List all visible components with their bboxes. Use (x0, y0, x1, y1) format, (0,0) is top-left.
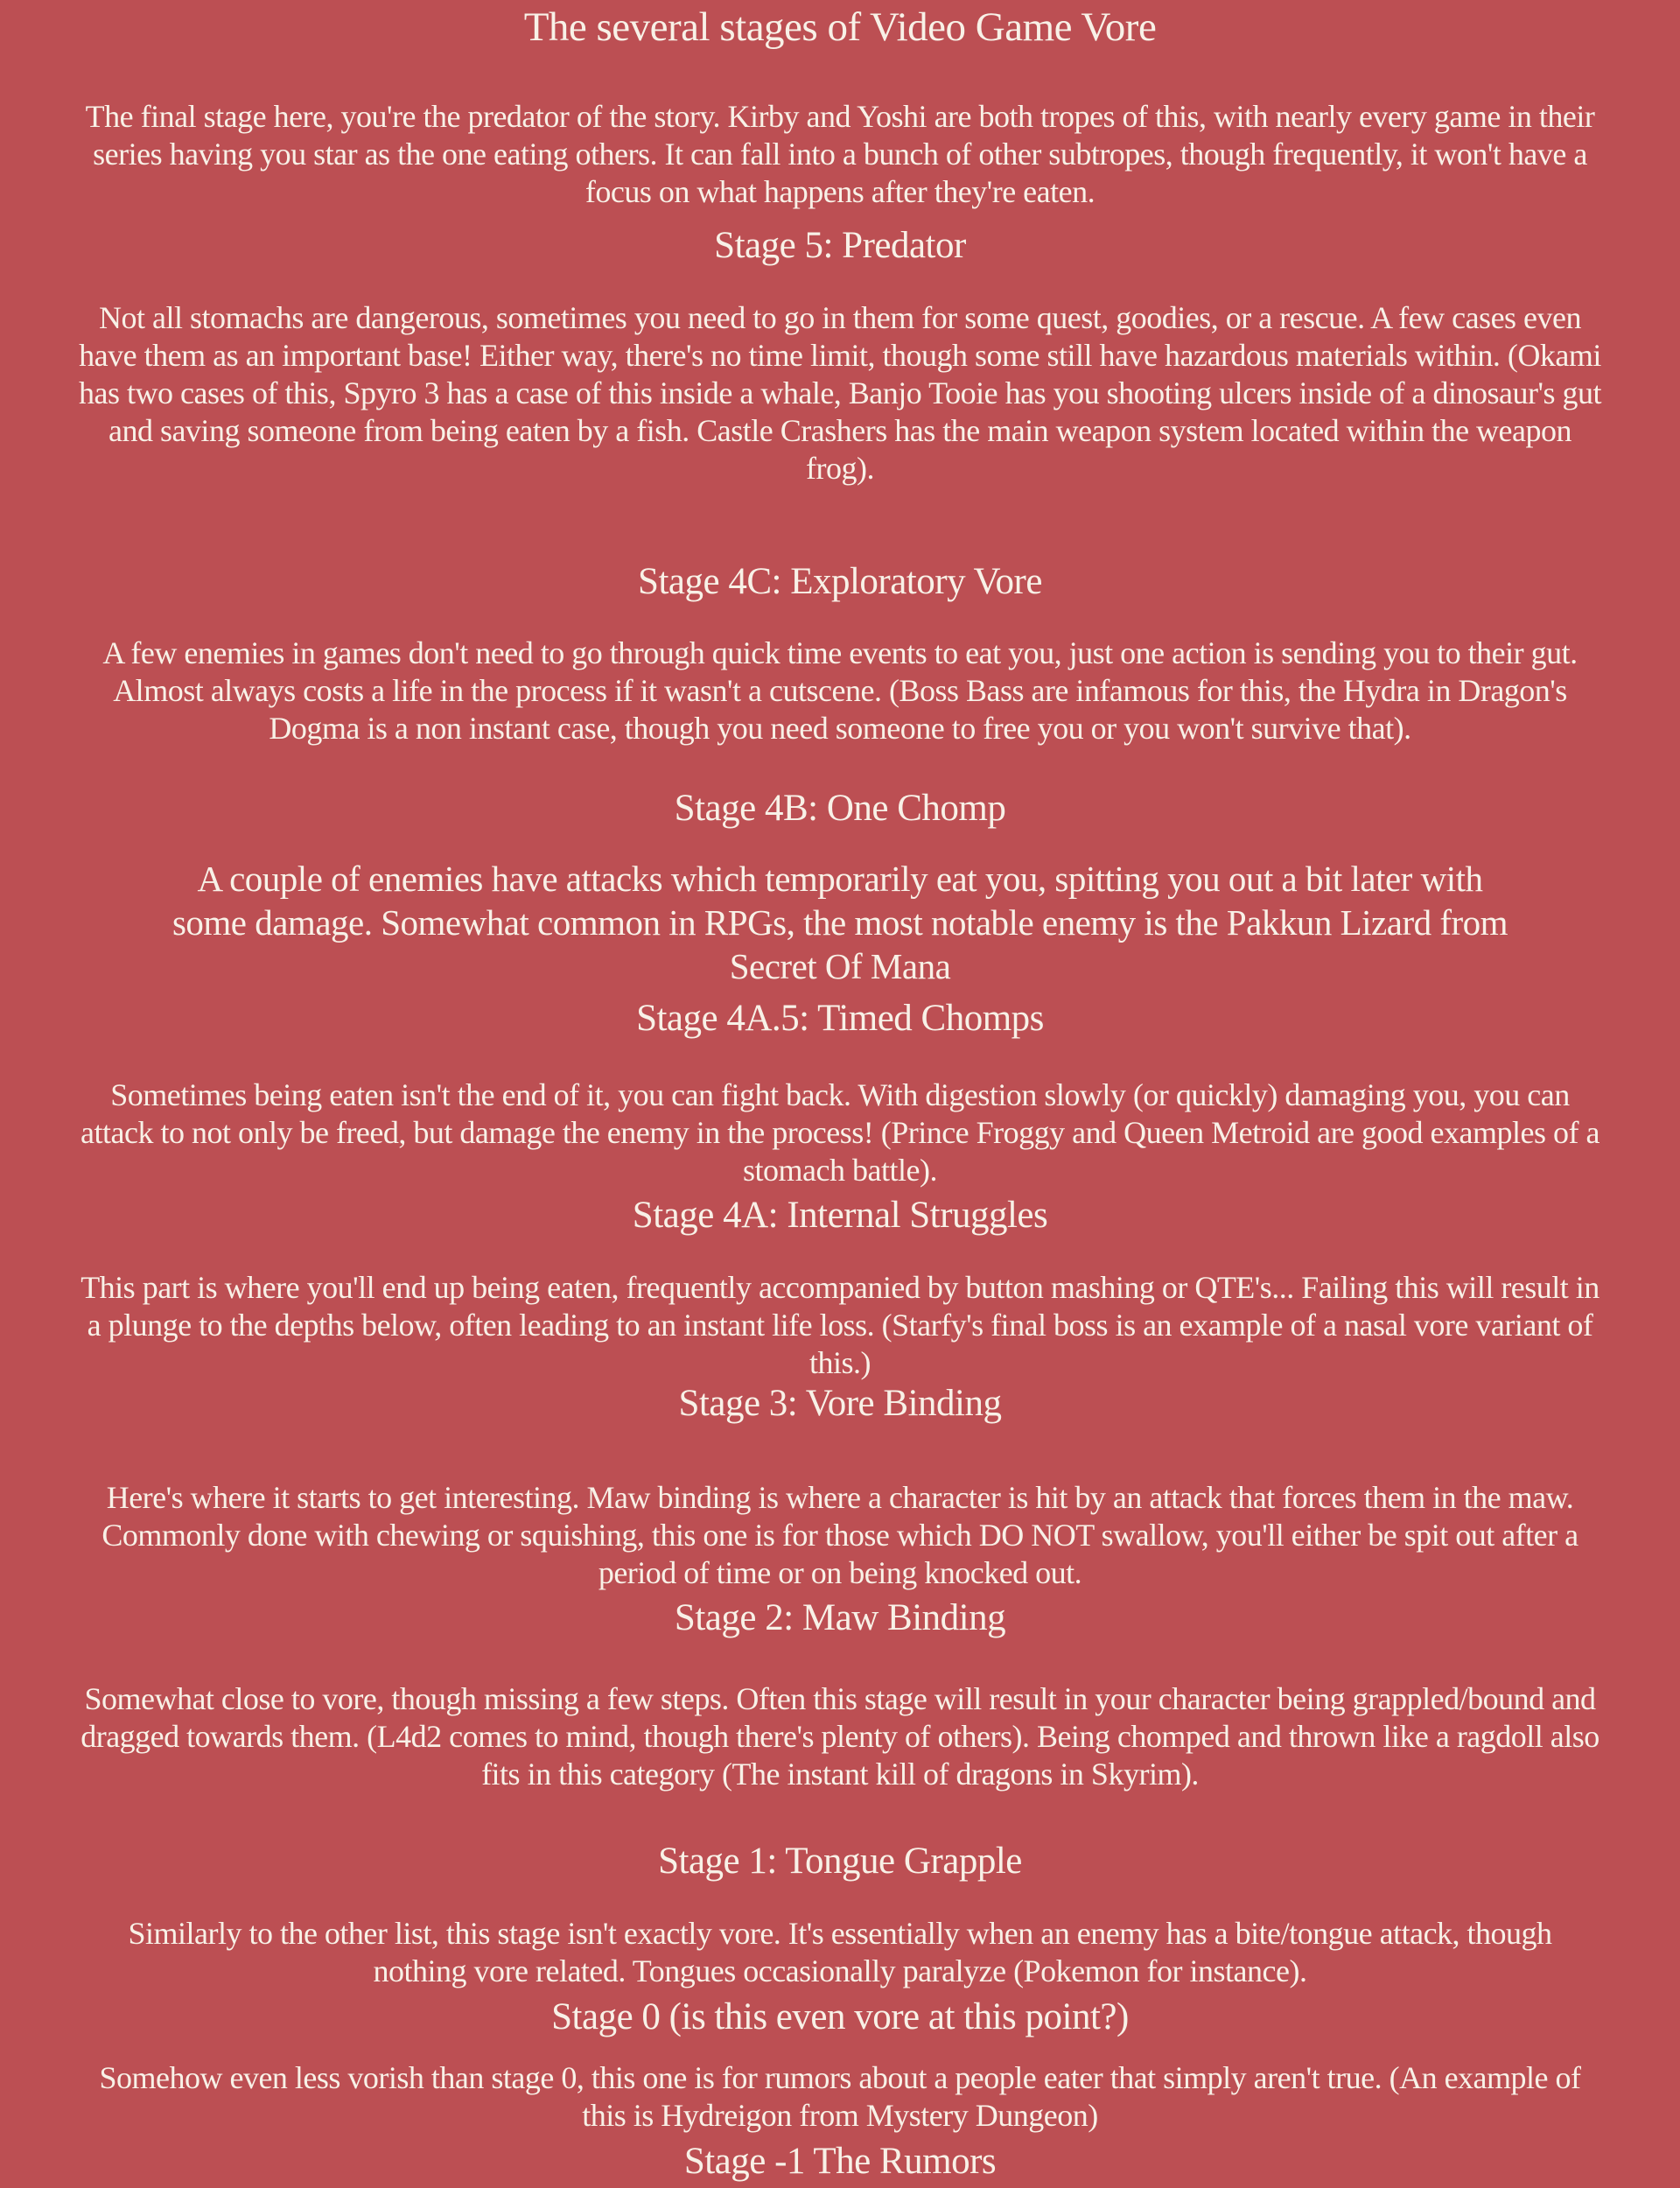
stage-4c-paragraph: Not all stomachs are dangerous, sometimes you need to go in them for some quest, goodies, or a rescue. A few cases even have them as an important base! Either way, there's no time limit, though some still have hazardous materials within. (Okami has two cases of this, Spyro 3 has a case of this inside a whale, Banjo Tooie has you shooting ulcers inside of a dinosaur's gut and saving someone from being eaten by a fish. Castle Crashers has the main weapon system located within the weapon frog). (79, 300, 1601, 486)
stage-4b-heading: Stage 4B: One Chomp (674, 788, 1006, 829)
stage-2-paragraph: Here's where it starts to get interesting. Maw binding is where a character is hit by an attack that forces them in the maw. Commonly done with chewing or squishing, this one is for those which DO NOT swallow, you'll either be spit out after a period of time or on being knocked out. (102, 1480, 1578, 1590)
stage-4a5-heading: Stage 4A.5: Timed Chomps (636, 998, 1044, 1039)
stage-neg-1-paragraph: Somehow even less vorish than stage 0, this one is for rumors about a people eater that simply aren't true. (An example of this is Hydreigon from Mystery Dungeon) (99, 2060, 1581, 2133)
stage-3-heading: Stage 3: Vore Binding (678, 1383, 1002, 1424)
stage-neg-1-heading: Stage -1 The Rumors (683, 2141, 997, 2182)
stage-4a-heading: Stage 4A: Internal Struggles (632, 1195, 1048, 1236)
stage-4a-paragraph: Sometimes being eaten isn't the end of it, you can fight back. With digestion slowly (or quickly) damaging you, you can attack to not only be freed, but damage the enemy in the process! (Prince Froggy and Queen Metroid are good examples of a stomach battle). (80, 1077, 1600, 1188)
stage-4c-heading: Stage 4C: Exploratory Vore (638, 561, 1042, 602)
stage-0-heading: Stage 0 (is this even vore at this point?) (551, 1996, 1129, 2037)
stage-4b-paragraph: A few enemies in games don't need to go through quick time events to eat you, just one action is sending you to their gut. Almost always costs a life in the process if it wasn't a cutscene. (Boss Bass are infamous for this, the Hydra in Dragon's Dogma is a non instant case, though you need someone to free you or you won't survive that). (102, 635, 1578, 746)
stage-5-heading: Stage 5: Predator (714, 225, 966, 266)
stage-1-paragraph: Somewhat close to vore, though missing a few steps. Often this stage will result in your character being grappled/bound and dragged towards them. (L4d2 comes to mind, though there's plenty of others). Being chomped and thrown like a ragdoll also fits in this category (The instant kill of dragons in Skyrim). (80, 1681, 1600, 1792)
page-title: The several stages of Video Game Vore (523, 4, 1157, 50)
stage-5-paragraph: The final stage here, you're the predator of the story. Kirby and Yoshi are both tropes of this, with nearly every game in their series having you star as the one eating others. It can fall into a bunch of other subtropes, though frequently, it won't have a focus on what happens after they're eaten. (85, 99, 1595, 209)
stage-3-paragraph: This part is where you'll end up being eaten, frequently accompanied by button mashing or QTE's... Failing this will result in a plunge to the depths below, often leading to an instant life loss. (Starfy's final boss is an example of a nasal vore variant of this.) (80, 1270, 1600, 1380)
stage-1-heading: Stage 1: Tongue Grapple (658, 1841, 1022, 1882)
stage-4a5-paragraph: A couple of enemies have attacks which temporarily eat you, spitting you out a bit later with some damage. Somewhat common in RPGs, the most notable enemy is the Pakkun Lizard from Secret Of Mana (172, 859, 1508, 986)
stage-0-paragraph: Similarly to the other list, this stage isn't exactly vore. It's essentially when an enemy has a bite/tongue attack, though nothing vore related. Tongues occasionally paralyze (Pokemon for instance). (128, 1916, 1552, 1988)
stage-2-heading: Stage 2: Maw Binding (674, 1597, 1006, 1638)
